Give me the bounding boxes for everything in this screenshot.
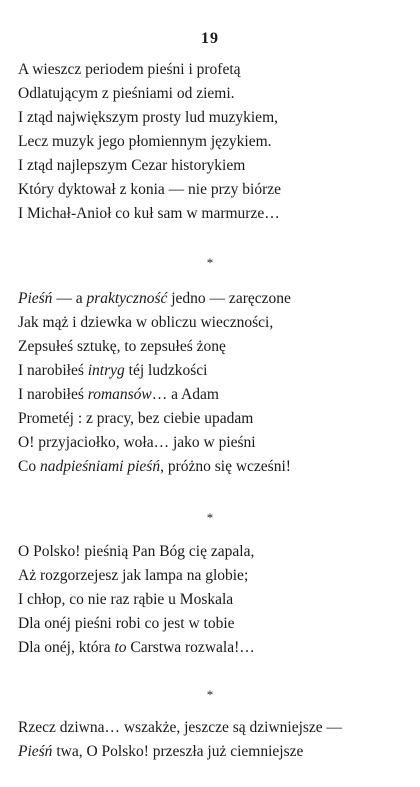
- stanza-separator: *: [206, 687, 214, 702]
- poem-line: O Polsko! pieśnią Pan Bóg cię zapala,: [18, 543, 255, 560]
- stanza-1: [18, 58, 410, 226]
- stanza-4: [18, 716, 410, 764]
- poem-line: A wieszcz periodem pieśni i profetą: [18, 61, 241, 78]
- poem-line: Lecz muzyk jego płomiennym językiem.: [18, 133, 272, 150]
- poem-line: Zepsułeś sztukę, to zepsułeś żonę: [18, 338, 226, 355]
- poem-line: Rzecz dziwna… wszakże, jeszcze są dziwniejsze —: [18, 719, 343, 736]
- poem-line: I ztąd najlepszym Cezar historykiem: [18, 157, 246, 174]
- poem-line: I narobiłeś romansów… a Adam: [18, 386, 219, 403]
- page-number: 19: [201, 30, 219, 47]
- poem-line: Pieśń twa, O Polsko! przeszła już ciemniejsze: [18, 743, 304, 760]
- poem-line: I Michał-Anioł co kuł sam w marmurze…: [18, 205, 280, 222]
- stanza-3: [18, 540, 410, 660]
- poem-line: Co nadpieśniami pieśń, próżno się wcześni!: [18, 458, 291, 475]
- poem-line: Dla onéj pieśni robi co jest w tobie: [18, 615, 235, 632]
- poem-line: Dla onéj, która to Carstwa rozwala!…: [18, 639, 255, 656]
- poem-line: Jak mąż i dziewka w obliczu wieczności,: [18, 314, 274, 331]
- poem-line: Który dyktował z konia — nie przy biórze: [18, 181, 281, 198]
- poem-line: Prometéj : z pracy, bez ciebie upadam: [18, 410, 254, 427]
- stanza-separator: *: [206, 255, 214, 270]
- poem-line: O! przyjaciołko, woła… jako w pieśni: [18, 434, 256, 451]
- poem-line: Odlatującym z pieśniami od ziemi.: [18, 85, 235, 102]
- poem-line: Pieśń — a praktyczność jedno — zaręczone: [18, 290, 291, 307]
- poem-line: I chłop, co nie raz rąbie u Moskala: [18, 591, 234, 608]
- poem-line: Aż rozgorzejesz jak lampa na globie;: [18, 567, 249, 584]
- poem-line: I narobiłeś intryg téj ludzkości: [18, 362, 208, 379]
- stanza-2: [18, 287, 410, 479]
- poem-line: I ztąd największym prosty lud muzykiem,: [18, 109, 278, 126]
- stanza-separator: *: [206, 510, 214, 525]
